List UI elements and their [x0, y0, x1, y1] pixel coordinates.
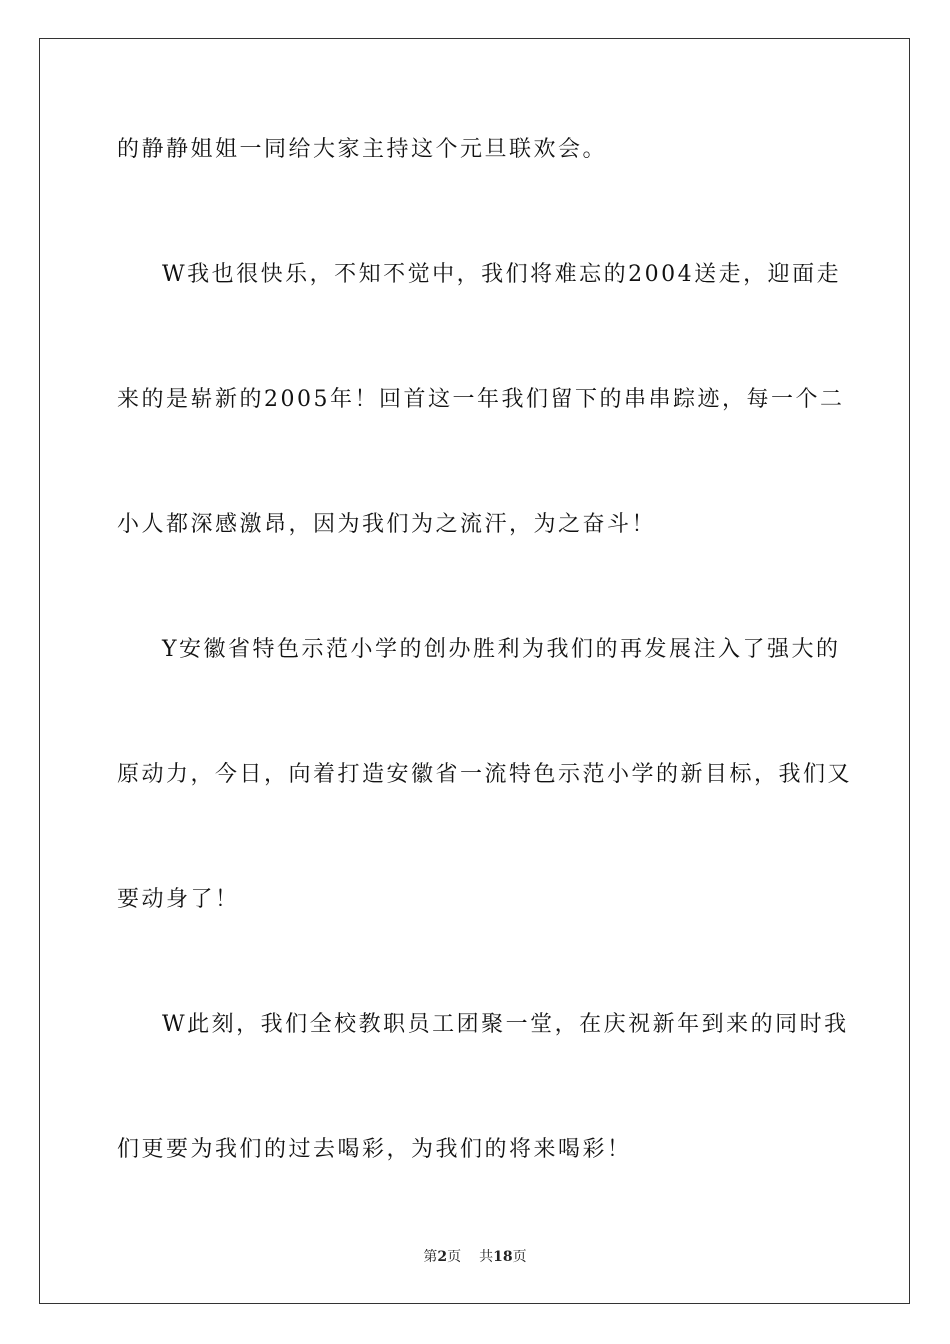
paragraph-line-9: 们更要为我们的过去喝彩，为我们的将来喝彩！ — [117, 1137, 632, 1162]
page-footer — [0, 1248, 950, 1266]
page-number: 2 — [437, 1249, 448, 1265]
page-frame — [39, 38, 910, 1304]
page-prefix: 第 — [423, 1249, 438, 1265]
paragraph-line-8: W此刻，我们全校教职员工团聚一堂，在庆祝新年到来的同时我 — [162, 1012, 849, 1037]
paragraph-line-7: 要动身了！ — [117, 887, 240, 912]
total-prefix: 共 — [479, 1249, 494, 1265]
paragraph-line-5: Y安徽省特色示范小学的创办胜利为我们的再发展注入了强大的 — [162, 637, 841, 662]
paragraph-line-3: 来的是崭新的2005年！回首这一年我们留下的串串踪迹，每一个二 — [117, 387, 845, 412]
paragraph-line-6: 原动力，今日，向着打造安徽省一流特色示范小学的新目标，我们又 — [117, 762, 853, 787]
page-suffix: 页 — [447, 1249, 462, 1265]
total-suffix: 页 — [512, 1249, 527, 1265]
paragraph-line-4: 小人都深感激昂，因为我们为之流汗，为之奋斗！ — [117, 512, 657, 537]
paragraph-line-1: 的静静姐姐一同给大家主持这个元旦联欢会。 — [117, 137, 608, 162]
paragraph-line-2: W我也很快乐，不知不觉中，我们将难忘的2004送走，迎面走 — [162, 262, 842, 287]
total-pages: 18 — [493, 1249, 513, 1265]
